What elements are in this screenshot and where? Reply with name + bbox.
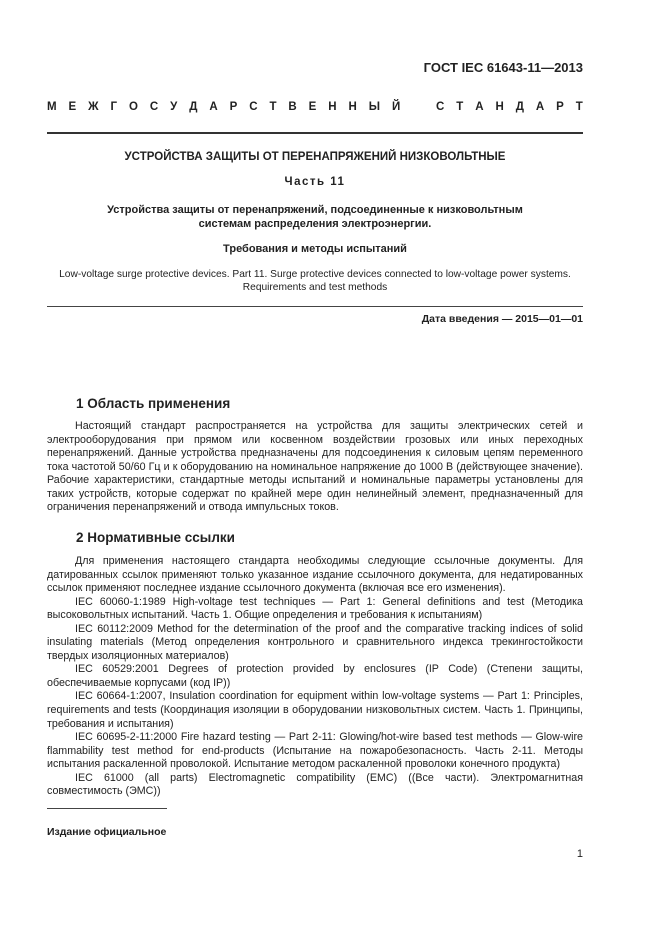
- subtitle: [47, 203, 583, 231]
- standard-label-letter: Й: [391, 101, 401, 113]
- standard-label-letter: Н: [495, 101, 504, 113]
- edition-label: Издание официальное: [47, 826, 167, 838]
- page-number: 1: [576, 848, 583, 860]
- standard-label-letter: Д: [515, 101, 524, 113]
- section-2-body: [47, 555, 583, 799]
- standard-label-letter: М: [47, 101, 57, 113]
- paragraph: IEC 61000 (all parts) Electromagnetic compatibility (EMC) ((Все части). Электромагнитная совместимость (ЭМС)): [47, 771, 583, 798]
- english-title: [47, 268, 583, 294]
- standard-label-letter: Г: [110, 101, 118, 113]
- document-number: ГОСТ IEC 61643-11—2013: [423, 60, 583, 75]
- document-title: УСТРОЙСТВА ЗАЩИТЫ ОТ ПЕРЕНАПРЯЖЕНИЙ НИЗКОВОЛЬТНЫЕ: [124, 151, 506, 163]
- paragraph: IEC 60060-1:1989 High-voltage test techniques — Part 1: General definitions and test (Методика высоковольтных испытаний. Часть 1. Общие определения и требования к испытаниям): [47, 595, 583, 622]
- standard-label-letter: А: [209, 101, 218, 113]
- paragraph: Настоящий стандарт распространяется на устройства для защиты электрических сетей и электрооборудования при прямом или косвенном воздействии грозовых или иных переходных перенапряжений. Данные устройства предназначены для подсоединения к силовым цепям переменного тока частотой 50/60 Гц и к оборудованию на номинальное напряжение до 1000 В (действующее значение). Рабочие характеристики, стандартные методы испытаний и номинальные параметры установлены для таких устройств, которые содержат по крайней мере один нелинейный элемент, предназначенный для ограничения перенапряжений и отвода импульсных токов.: [47, 420, 583, 514]
- section-1-heading: 1 Область применения: [76, 396, 231, 411]
- paragraph: IEC 60695-2-11:2000 Fire hazard testing — Part 2-11: Glowing/hot-wire based test methods — Glow-wire flammability test method for end-products (Испытание на пожаробезопасность. Часть 2-11. Методы испытания раскаленной проволокой. Испытание методом раскаленной проволоки конечного продукта): [47, 731, 583, 771]
- standard-label-letter: С: [249, 101, 258, 113]
- standard-label-letter: Р: [229, 101, 238, 113]
- requirements-title: Требования и методы испытаний: [223, 243, 407, 255]
- part-number: Часть 11: [284, 176, 346, 188]
- paragraph: IEC 60529:2001 Degrees of protection provided by enclosures (IP Code) (Степени защиты, обеспечиваемые корпусами (код IP)): [47, 663, 583, 689]
- standard-label-letter: Д: [189, 101, 198, 113]
- standard-label-letter: Н: [328, 101, 337, 113]
- english-title-line-1: Low-voltage surge protective devices. Part 11. Surge protective devices connected to low-voltage power systems.: [59, 269, 571, 280]
- subtitle-line-2: системам распределения электроэнергии.: [198, 218, 432, 230]
- introduction-date: Дата введения — 2015—01—01: [421, 313, 583, 325]
- standard-label-letter: Ы: [368, 101, 381, 113]
- standard-label-letter: У: [170, 101, 178, 113]
- standard-label-letter: С: [149, 101, 159, 113]
- standard-label-letter: А: [535, 101, 545, 113]
- standard-label-letter: Н: [348, 101, 357, 113]
- standard-label-letter: В: [288, 101, 297, 113]
- standard-label-letter: Е: [308, 101, 317, 113]
- standard-label-letter: С: [436, 101, 445, 113]
- title-divider: [47, 306, 583, 307]
- paragraph: IEC 60112:2009 Method for the determination of the proof and the comparative tracking indices of solid insulating materials (Метод определения контрольного и сравнительного индекса трекингостойкости твердых изоляционных материалов): [47, 622, 583, 662]
- paragraph: IEC 60664-1:2007, Insulation coordination for equipment within low-voltage systems — Part 1: Principles, requirements and tests (Координация изоляции в оборудовании низковольтных систем. Часть 1. Принципы, требования и испытания): [47, 690, 583, 730]
- header-divider: [47, 132, 583, 134]
- standard-label-letter: О: [128, 101, 138, 113]
- subtitle-line-1: Устройства защиты от перенапряжений, подсоединенные к низковольтным: [107, 204, 523, 216]
- section-2-heading: 2 Нормативные ссылки: [76, 530, 235, 545]
- section-1-body: [47, 420, 583, 515]
- english-title-line-2: Requirements and test methods: [242, 282, 388, 293]
- standard-label-letter: Е: [68, 101, 77, 113]
- standard-label: [47, 101, 583, 113]
- paragraph: Для применения настоящего стандарта необходимы следующие ссылочные документы. Для датированных ссылок применяют только указанное издание ссылочного документа, для недатированных ссылок применяют последнее издание ссылочного документа (включая все его изменения).: [47, 555, 583, 595]
- standard-label-letter: Т: [456, 101, 464, 113]
- standard-label-letter: А: [475, 101, 484, 113]
- standard-label-letter: Т: [575, 101, 583, 113]
- standard-label-letter: Ж: [88, 101, 99, 113]
- standard-label-letter: Т: [269, 101, 277, 113]
- standard-label-letter: Р: [556, 101, 564, 113]
- footer-divider: [47, 808, 167, 809]
